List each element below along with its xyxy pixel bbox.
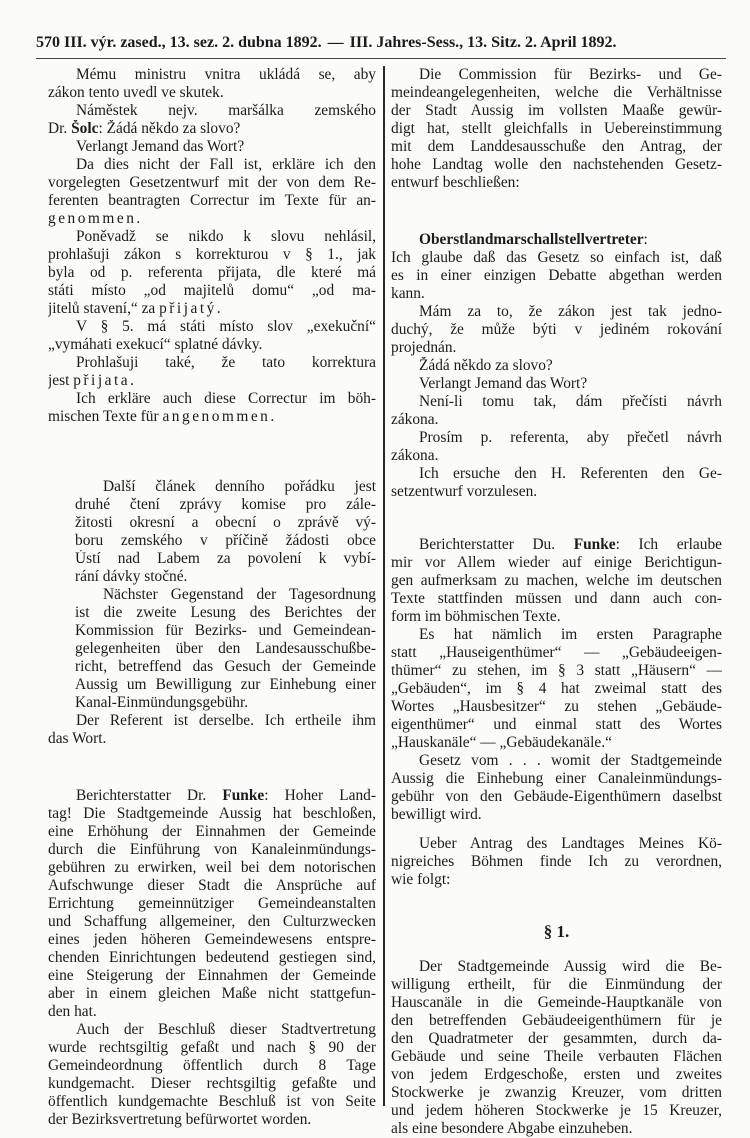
speaker-name: Šolc (71, 120, 99, 137)
agenda-paragraph-german (75, 586, 376, 712)
text-line: den Quadratmeter der gesammten, durch da- (391, 1030, 722, 1047)
text-line: Es hat nämlich im ersten Paragraphe (419, 626, 722, 643)
text-line: duchý, že může býti v jediném rokování (391, 321, 722, 338)
speech-paragraph (48, 787, 376, 1021)
text-line: Texte stattfinden müssen und dann auch con- (391, 590, 722, 607)
paragraph (48, 138, 376, 156)
text-line: „vymáhati exekucí“ splatné dávky. (48, 336, 263, 353)
text-line: mit dem Landdesausschuße den Antrag, der (391, 138, 722, 155)
text-line: hohe Landtag wolle den nachstehenden Gesetz- (391, 156, 722, 173)
header-rule (36, 58, 726, 59)
text-line: es in einer einzigen Debatte abgethan werden (391, 267, 722, 284)
text-segment: . (270, 408, 275, 425)
text-segment: . (216, 300, 221, 317)
text-line: wie folgt: (391, 871, 451, 888)
text-line: öffentlich kundgemachte Beschluß ist von Seite (48, 1093, 376, 1110)
speaker-name: Funke (222, 787, 265, 804)
paragraph (391, 303, 722, 357)
paragraph (48, 102, 376, 138)
paragraph (48, 354, 376, 390)
text-segment: angenommen (162, 408, 271, 425)
left-column (48, 66, 376, 1129)
text-segment: genommen. (48, 210, 143, 227)
text-line: Aussig die Einhebung einer Canaleinmündungs- (391, 770, 722, 787)
text-line: Poněvadž se nikdo k slovu nehlásil, (76, 228, 376, 245)
text-line (48, 787, 376, 805)
text-line: zákona. (391, 447, 439, 464)
text-line: den betreffenden Gebäudeeigenthümern für je (391, 1012, 722, 1029)
text-line: Není-li tomu tak, dám přečísti návrh (419, 393, 722, 410)
text-line: Der Stadtgemeinde Aussig wird die Be- (419, 958, 722, 975)
text-line: bewilligt wird. (391, 806, 482, 823)
text-segment: jitelů stavení,“ za (48, 300, 160, 317)
text-line: Prohlašuji také, že tato korrektura (76, 354, 376, 371)
paragraph (391, 357, 722, 375)
text-line: Errichtung gemeinnütziger Gemeindeanstalten (48, 895, 376, 912)
paragraph (391, 465, 722, 501)
text-line: Gebäude und seine Theile verbauten Flächen (391, 1048, 722, 1065)
text-line: Der Referent ist derselbe. Ich ertheile ihm (76, 712, 376, 729)
text-line: „Gebäuden“, im § 4 hat zweimal statt des (391, 680, 722, 697)
text-line (48, 408, 376, 426)
header-separator: — (327, 34, 344, 51)
text-line: Žádá někdo za slovo? (419, 357, 553, 374)
text-line: prohlašuji zákon s korrekturou v § 1., jak (48, 246, 376, 263)
text-line: gebühren zu erwirken, weil bei dem notorischen (48, 859, 376, 876)
paragraph (391, 66, 722, 192)
text-line: tag! Die Stadtgemeinde Aussig hat beschloßen, (48, 805, 376, 822)
text-line: und jedem höheren Stockwerke je 15 Kreuzer, (391, 1102, 722, 1119)
text-line: druhé čtení zprávy komise pro zále- (75, 496, 376, 513)
text-line: § 1. (543, 923, 570, 941)
law-title (391, 752, 722, 824)
text-line: und Schaffung allgemeiner, den Culturzwecken (48, 913, 376, 930)
text-line: Ústí nad Labem za povolení k vybí- (75, 550, 376, 567)
text-line: willigung ertheilt, für die Einmündung der (391, 976, 722, 993)
text-line: Kanal-Einmündungsgebühr. (75, 694, 249, 711)
text-line: kundgemacht. Dieser rechtsgiltig gefaßte und (48, 1075, 376, 1092)
text-line: den hat. (48, 1003, 97, 1020)
text-line: eine Steigerung der Einnahmen der Gemeinde (48, 967, 376, 984)
paragraph (48, 228, 376, 318)
text-line: als eine besondere Abgabe einzuheben. (391, 1120, 633, 1137)
text-line: „Hauskanäle“ — „Gebäudekanäle.“ (391, 734, 612, 751)
text-line: gebühr von den Gebäude-Eigenthümern daselbst (391, 788, 722, 805)
text-line: Ich erkläre auch diese Correctur im böh- (76, 390, 376, 407)
text-line: gen aufmerksam zu machen, welche im deutschen (391, 572, 722, 589)
text-line: Gemeindeordnung öffentlich durch 8 Tage (48, 1057, 376, 1074)
text-line: eines jeden höheren Gemeindewesens entspre- (48, 931, 376, 948)
text-segment: přijata (73, 372, 131, 389)
text-line: zákon tento uvedl ve skutek. (48, 84, 224, 101)
text-line: wurde rechtsgiltig gefaßt und nach § 90 der (48, 1039, 376, 1056)
speech-paragraph (391, 231, 722, 303)
text-line: eigenthümer“ und einmal statt des Wortes (391, 716, 722, 733)
text-line: V § 5. má státi místo slov „exekuční“ (76, 318, 376, 335)
column-divider (383, 66, 385, 1106)
text-line (48, 210, 376, 228)
text-line: Da dies nicht der Fall ist, erkläre ich den (76, 156, 376, 173)
text-line: Aussig um Bewilligung zur Einhebung einer (75, 676, 376, 693)
text-line: Auch der Beschluß dieser Stadtvertretung (76, 1021, 376, 1038)
paragraph (391, 375, 722, 393)
text-segment: : Hoher Land- (264, 787, 376, 804)
text-line: Gesetz vom . . . womit der Stadtgemeinde (419, 752, 722, 769)
text-segment: mischen Texte für (48, 408, 163, 425)
text-line: form im böhmischen Texte. (391, 608, 561, 625)
text-segment: : Ich erlaube (615, 536, 722, 553)
paragraph (48, 156, 376, 228)
text-segment: Dr. (48, 120, 72, 137)
text-line: Wortes „Hausbesitzer“ zu stehen „Gebäude- (391, 698, 722, 715)
text-segment: Berichterstatter Du. (419, 536, 574, 553)
running-header (36, 34, 726, 52)
header-czech: 570 III. výr. zased., 13. sez. 2. dubna 1892. (36, 34, 322, 51)
text-line: ferenten beantragten Correctur im Texte für an- (48, 192, 376, 209)
text-segment: : (643, 231, 648, 248)
text-line: vorgelegten Gesetzentwurf mit der von dem Re- (48, 174, 376, 191)
text-segment: Berichterstatter Dr. (76, 787, 223, 804)
law-section-text (391, 958, 722, 1138)
text-line: meindeangelegenheiten, welche die Verhältnisse (391, 84, 722, 101)
text-line (391, 231, 722, 249)
text-line: projednán. (391, 339, 457, 356)
speaker-name: Oberstlandmarschallstellvertreter (419, 231, 644, 248)
text-line: durch die Einführung von Kanaleinmündungs- (48, 841, 376, 858)
text-line: Kommission für Bezirks- und Gemeindean- (75, 622, 376, 639)
text-line: von jedem Erdgeschoße, ersten und zweites (391, 1066, 722, 1083)
text-line: Mému ministru vnitra ukládá se, aby (76, 66, 376, 83)
text-line: Die Commission für Bezirks- und Ge- (419, 66, 722, 83)
text-line: der Bezirksvertretung befürwortet worden. (48, 1111, 312, 1128)
text-line: nigreiches Böhmen finde Ich zu verordnen, (391, 853, 722, 870)
text-line: byla od p. referenta přijata, dle které má (48, 264, 376, 281)
speaker-name: Funke (573, 536, 616, 553)
text-line: státi místo „od majitelů domu“ „od ma- (48, 282, 376, 299)
right-column (391, 66, 722, 1138)
text-line: eine Erhöhung der Einnahmen der Gemeinde (48, 823, 376, 840)
paragraph (391, 626, 722, 752)
text-line: žitosti okresní a obecní o zprávě vý- (75, 514, 376, 531)
text-line: Prosím p. referenta, aby přečetl návrh (419, 429, 722, 446)
text-line: Ich ersuche den H. Referenten den Ge- (419, 465, 722, 482)
text-line: kann. (391, 285, 425, 302)
text-line: Stockwerke je zwanzig Kreuzer, vom dritten (391, 1084, 722, 1101)
text-line: Ich glaube daß das Gesetz so einfach ist, daß (391, 249, 722, 266)
text-line: boru zemského v příčině žádosti obce (75, 532, 376, 549)
text-line: Aufschwunge dieser Stadt die Ansprüche auf (48, 877, 376, 894)
text-segment: jest (48, 372, 74, 389)
text-line (391, 536, 722, 554)
paragraph (48, 318, 376, 354)
text-segment: : Žádá někdo za slovo? (98, 120, 241, 137)
text-line: gelegenheiten über den Landesausschußbe- (75, 640, 376, 657)
text-line: zákona. (391, 411, 439, 428)
text-line: richt, betreffend das Gesuch der Gemeinde (75, 658, 376, 675)
text-line: mir vor Allem wieder auf einige Berichtigun- (391, 554, 722, 571)
paragraph (48, 712, 376, 748)
text-line (48, 300, 376, 318)
agenda-paragraph-czech (75, 478, 376, 586)
text-line: Další článek denního pořádku jest (103, 478, 376, 495)
text-line: Ueber Antrag des Landtages Meines Kö- (419, 835, 722, 852)
paragraph (391, 835, 722, 889)
paragraph (391, 429, 722, 465)
text-segment: . (130, 372, 134, 389)
text-line: der Stadt Aussig im vollsten Maaße gewür- (391, 102, 722, 119)
text-segment: přijatý (159, 300, 217, 317)
section-heading (391, 923, 722, 941)
paragraph (48, 66, 376, 102)
text-line: Náměstek nejv. maršálka zemského (76, 102, 376, 119)
text-line (48, 120, 376, 138)
text-line: thümer“ zu stehen, im § 3 statt „Häusern“ — (391, 662, 722, 679)
text-line: digt hat, stellt gleichfalls in Uebereinstimmung (391, 120, 722, 137)
paragraph (391, 393, 722, 429)
text-line: das Wort. (48, 730, 107, 747)
speech-paragraph (391, 536, 722, 626)
text-line: chenden Einrichtungen bedeutend gestiegen sind, (48, 949, 376, 966)
text-line: entwurf beschließen: (391, 174, 520, 191)
header-german: III. Jahres-Sess., 13. Sitz. 2. April 1892. (349, 34, 617, 51)
text-line: rání dávky stočné. (75, 568, 188, 585)
text-line: Hauscanäle in die Gemeinde-Hauptkanäle von (391, 994, 722, 1011)
text-line: Mám za to, že zákon jest tak jedno- (419, 303, 722, 320)
text-line: Nächster Gegenstand der Tagesordnung (103, 586, 376, 603)
text-line: aber in einem gleichen Maße nicht stattgefun- (48, 985, 376, 1002)
text-line: ist die zweite Lesung des Berichtes der (75, 604, 376, 621)
text-line: setzentwurf vorzulesen. (391, 483, 538, 500)
text-line: Verlangt Jemand das Wort? (76, 138, 245, 155)
paragraph (48, 390, 376, 426)
text-line: Verlangt Jemand das Wort? (419, 375, 588, 392)
text-line: statt „Hauseigenthümer“ — „Gebäudeeigen- (391, 644, 722, 661)
paragraph (48, 1021, 376, 1129)
text-line (48, 372, 376, 390)
